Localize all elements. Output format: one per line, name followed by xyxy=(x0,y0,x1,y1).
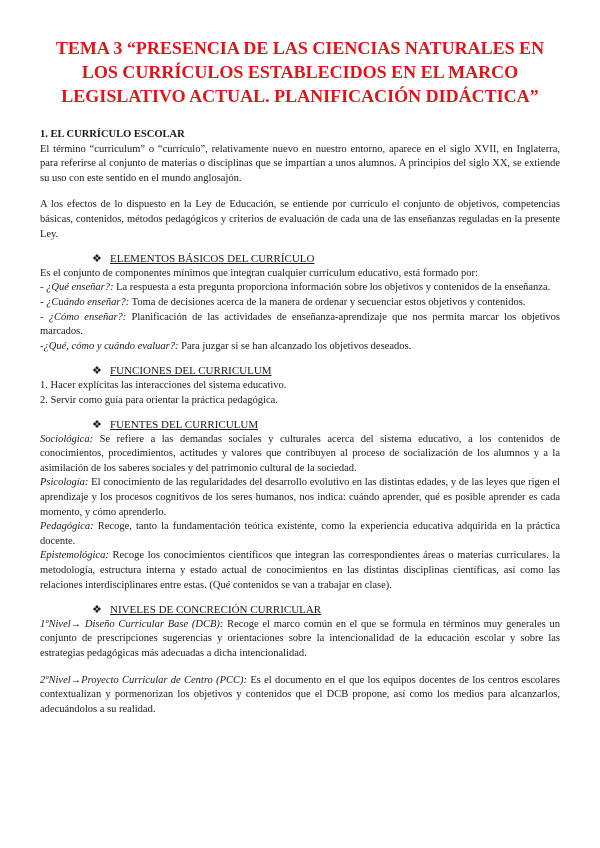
title-line-1: TEMA 3 “PRESENCIA DE LAS CIENCIAS NATURALES EN xyxy=(55,38,545,58)
subsection-elementos xyxy=(40,252,560,267)
list-item: 1. Hacer explícitas las interacciones del sistema educativo. xyxy=(40,379,287,391)
subsection-funciones xyxy=(40,364,560,379)
term-label: Sociológica: xyxy=(40,433,94,445)
term-label: Psicología: xyxy=(40,477,89,489)
list-item: - ¿Cuándo enseñar?: Toma de decisiones acerca de la manera de ordenar y secuenciar estos objetivos y contenidos. xyxy=(40,296,526,308)
list-item: 2. Servir como guía para orientar la práctica pedagógica. xyxy=(40,394,278,406)
title-line-2: LOS CURRÍCULOS ESTABLECIDOS EN EL MARCO xyxy=(81,62,519,82)
subsection-heading: ELEMENTOS BÁSICOS DEL CURRÍCULO xyxy=(110,253,315,266)
term-label: ¿Cuándo enseñar?: xyxy=(46,296,130,308)
document-body xyxy=(40,128,560,717)
document-title xyxy=(40,36,560,108)
term-label: ¿Cómo enseñar?: xyxy=(48,311,127,323)
term-label: ¿Qué enseñar?: xyxy=(46,282,114,294)
section-heading-curriculo: 1. EL CURRÍCULO ESCOLAR xyxy=(40,129,185,140)
diamond-bullet-icon: ❖ xyxy=(92,365,102,378)
subsection-heading: FUNCIONES DEL CURRICULUM xyxy=(110,365,272,378)
paragraph-origen: El término “curriculum” o “currículo”, relativamente nuevo en nuestro entorno, aparece en el siglo XVII, en Inglaterra, para referirse al conjunto de materias o disciplinas que se impartían a unos alumnos. A principios del siglo XX, se extiende su uso con este sentido en el mundo anglosajón. xyxy=(40,143,560,184)
subsection-niveles xyxy=(40,603,560,618)
list-item: -¿Qué, cómo y cuándo evaluar?: Para juzgar si se han alcanzado los objetivos deseados. xyxy=(40,340,412,352)
diamond-bullet-icon: ❖ xyxy=(92,419,102,432)
diamond-bullet-icon: ❖ xyxy=(92,604,102,617)
diamond-bullet-icon: ❖ xyxy=(92,253,102,266)
title-line-3: LEGISLATIVO ACTUAL. PLANIFICACIÓN DIDÁCTICA” xyxy=(61,86,539,106)
list-item: - ¿Qué enseñar?: La respuesta a esta pregunta proporciona información sobre los objetivos y contenidos de la enseñanza. xyxy=(40,282,551,294)
list-item: Psicología: El conocimiento de las regularidades del desarrollo evolutivo en las distintas edades, y de las leyes que rigen el aprendizaje y los procesos cognitivos de los seres humanos, nos indica: cuándo aprender, qué es posible aprender es cada momento, y cómo aprenderlo. xyxy=(40,477,560,518)
list-item: Pedagógica: Recoge, tanto la fundamentación teórica existente, como la experiencia educativa adquirida en la práctica docente. xyxy=(40,521,560,547)
list-item: Sociológica: Se refiere a las demandas sociales y culturales acerca del sistema educativo, a los contenidos de conocimientos, procedimientos, actitudes y valores que contribuyen al proceso de socialización de los alumnos y a la asimilación de los saberes sociales y del patrimonio cultural de la sociedad. xyxy=(40,433,560,474)
term-label: Epistemológica: xyxy=(40,550,109,562)
paragraph-elementos-intro: Es el conjunto de componentes mínimos que integran cualquier currículum educativo, está formado por: xyxy=(40,267,478,279)
term-label: ¿Qué, cómo y cuándo evaluar?: xyxy=(43,340,179,352)
term-label: 1ºNivel→ Diseño Curricular Base (DCB): xyxy=(40,618,224,630)
list-item: 2ºNivel→Proyecto Curricular de Centro (PCC): Es el documento en el que los equipos docentes de los centros escolares contextualizan y pormenorizan los objetivos y contenidos que el DCB propone, así como los medios para alcanzarlos, adecuándolos a su realidad. xyxy=(40,674,561,715)
list-item: - ¿Cómo enseñar?: Planificación de las actividades de enseñanza-aprendizaje que nos permita marcar los objetivos marcados. xyxy=(40,311,561,338)
list-item: 1ºNivel→ Diseño Curricular Base (DCB): Recoge el marco común en el que se formula en términos muy generales un conjunto de prescripciones sugerencias y orientaciones sobre la intencionalidad de la educación escolar y sobre las estrategias pedagógicas más adecuadas a dicha intencionalidad. xyxy=(40,618,560,659)
subsection-heading: FUENTES DEL CURRICULUM xyxy=(110,419,259,432)
term-label: 2ºNivel→Proyecto Curricular de Centro (PCC): xyxy=(40,674,248,686)
paragraph-definicion: A los efectos de lo dispuesto en la Ley de Educación, se entiende por currículo el conjunto de objetivos, competencias básicas, contenidos, métodos pedagógicos y criterios de evaluación de cada una de las enseñanzas reguladas en la presente Ley. xyxy=(40,199,560,240)
list-item: Epistemológica: Recoge los conocimientos científicos que integran las correspondientes áreas o materias curriculares. la metodología, estructura interna y estado actual de conocimientos en las distintas disciplinas científicas, así como las relaciones interdisciplinares entre estas. (Qué contenidos se van a trabajar en clase). xyxy=(40,550,560,591)
term-label: Pedagógica: xyxy=(40,521,94,533)
subsection-fuentes xyxy=(40,418,560,433)
subsection-heading: NIVELES DE CONCRECIÓN CURRICULAR xyxy=(110,604,322,617)
